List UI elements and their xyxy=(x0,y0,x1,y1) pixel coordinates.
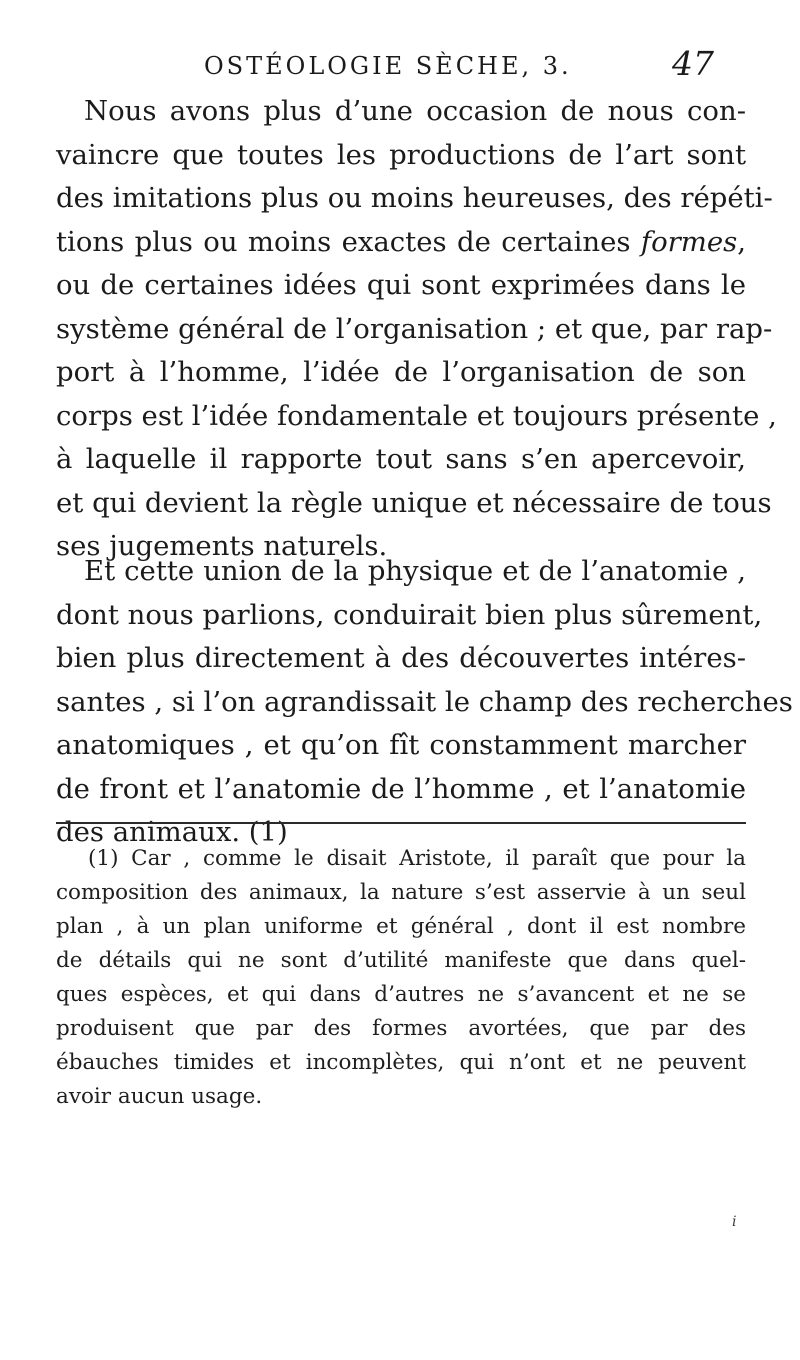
text-line: bien plus directement à des découvertes intéres- xyxy=(56,642,746,674)
text-line: de front et l’anatomie de l’homme , et l’anatomie xyxy=(56,772,746,805)
footnote-line: produisent que par des formes avortées, que par des xyxy=(56,1016,746,1041)
footnote-line: ques espèces, et qui dans d’autres ne s’avancent et ne se xyxy=(56,982,746,1007)
text-line: santes , si l’on agrandissait le champ des recherches xyxy=(56,685,793,718)
page-number: 47 xyxy=(672,44,714,83)
text-line: dont nous parlions, conduirait bien plus sûrement, xyxy=(56,598,763,631)
text-line: ses jugements naturels. xyxy=(56,530,388,562)
footnote-line: de détails qui ne sont d’utilité manifeste que dans quel- xyxy=(56,948,746,973)
footnote-line: (1) Car , comme le disait Aristote, il paraît que pour la xyxy=(88,846,746,871)
footnote-line: composition des animaux, la nature s’est asservie à un seul xyxy=(56,880,746,905)
text-line: anatomiques , et qu’on fît constamment marcher xyxy=(56,729,746,761)
text-line: Et cette union de la physique et de l’anatomie , xyxy=(84,555,746,587)
footnote xyxy=(56,842,746,1114)
text-line: et qui devient la règle unique et nécessaire de tous xyxy=(56,486,772,519)
footnote-line: ébauches timides et incomplètes, qui n’ont et ne peuvent xyxy=(56,1050,746,1075)
text-line: à laquelle il rapporte tout sans s’en apercevoir, xyxy=(56,443,746,475)
text-line: port à l’homme, l’idée de l’organisation de son xyxy=(56,356,746,388)
text-line-with-italic xyxy=(56,221,746,265)
paragraph-2 xyxy=(56,550,793,855)
italic-word: formes xyxy=(640,225,738,258)
text-segment: tions plus ou moins exactes de certaines xyxy=(56,225,631,258)
paragraph-1 xyxy=(56,90,777,569)
punctuation: , xyxy=(737,225,746,258)
text-line: des animaux. (1) xyxy=(56,816,288,848)
running-head-title: OSTÉOLOGIE SÈCHE, 3. xyxy=(204,52,572,80)
text-line: des imitations plus ou moins heureuses, des répéti- xyxy=(56,182,773,214)
text-line: ou de certaines idées qui sont exprimées dans le xyxy=(56,269,746,301)
signature-mark: i xyxy=(732,1214,737,1230)
running-head xyxy=(204,44,714,88)
text-line: corps est l’idée fondamentale et toujours présente , xyxy=(56,399,777,432)
footnote-divider xyxy=(56,822,746,824)
text-line: Nous avons plus d’une occasion de nous con- xyxy=(84,95,746,127)
text-line: vaincre que toutes les productions de l’art sont xyxy=(56,138,746,171)
footnote-line: plan , à un plan uniforme et général , dont il est nombre xyxy=(56,914,746,939)
text-line: système général de l’organisation ; et que, par rap- xyxy=(56,312,773,345)
footnote-line: avoir aucun usage. xyxy=(56,1084,263,1109)
